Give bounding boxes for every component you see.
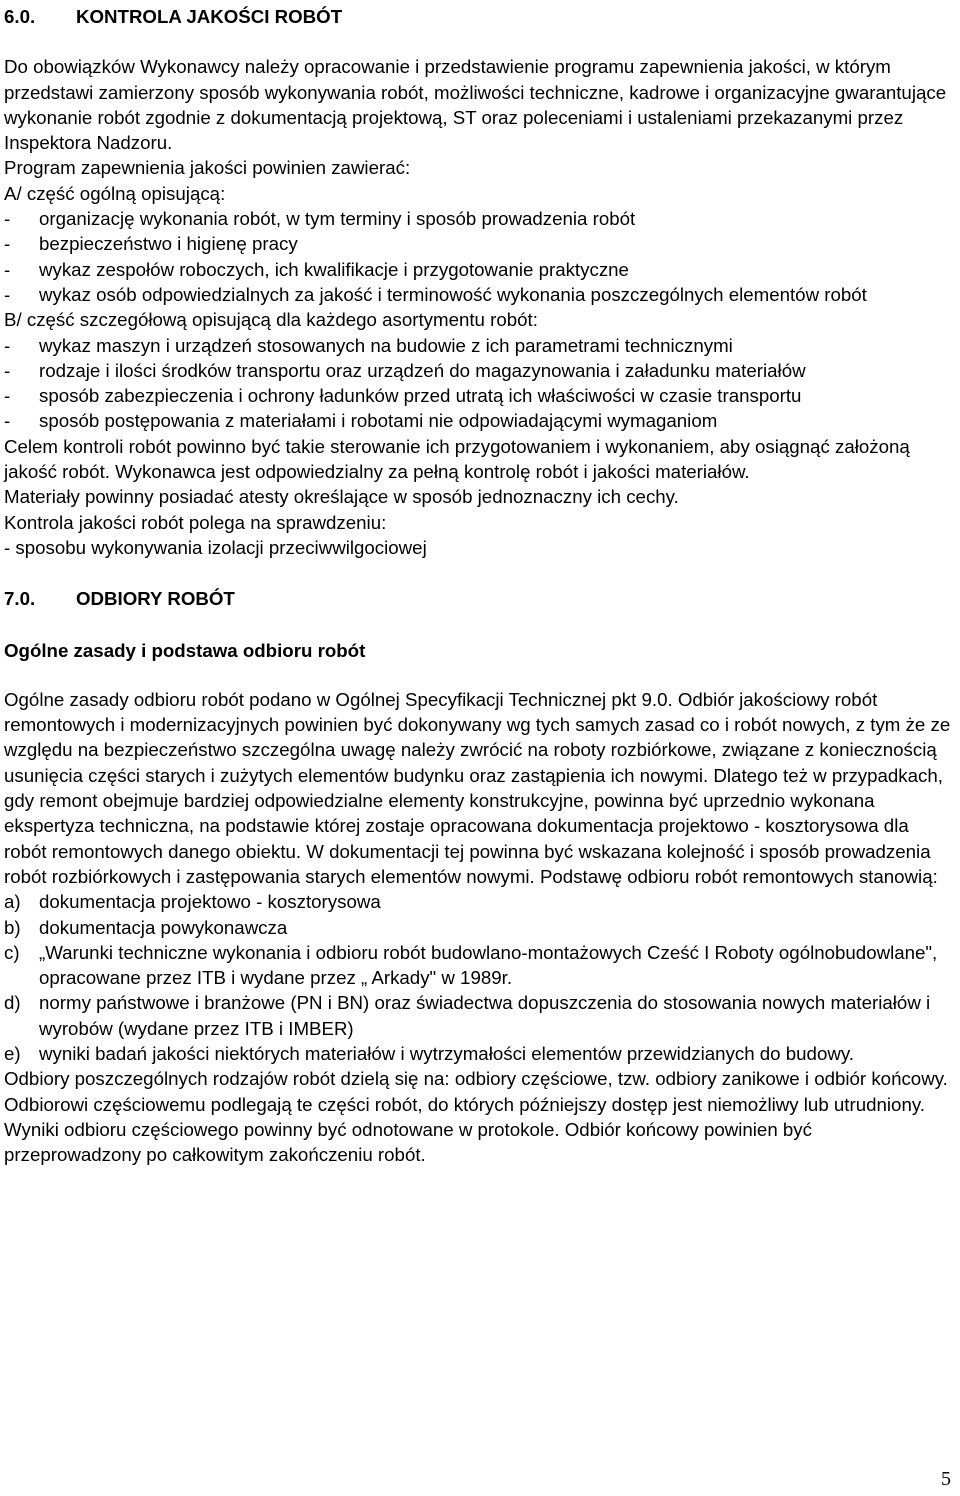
control-goal: Celem kontroli robót powinno być takie sterowanie ich przygotowaniem i wykonaniem, aby osiągnąć założoną jakość robót. Wykonawca jest odpowiedzialny za pełną kontrolę robót i jakości materiałów. — [4, 435, 910, 483]
page-number: 5 — [941, 1468, 951, 1490]
section-6-title: KONTROLA JAKOŚCI ROBÓT — [76, 6, 343, 27]
program-intro: Program zapewnienia jakości powinien zawierać: — [4, 157, 411, 179]
section-7-number: 7.0. — [4, 588, 36, 610]
part-b-list — [4, 333, 954, 434]
list-item: d) normy państwowe i branżowe (PN i BN) oraz świadectwa dopuszczenia do stosowania nowych materiałów i wyrobów (wydane przez ITB i IMBER) — [4, 992, 931, 1039]
section-6-number: 6.0. — [4, 6, 36, 27]
list-item: - bezpieczeństwo i higienę pracy — [4, 233, 298, 255]
list-item: - sposób postępowania z materiałami i robotami nie odpowiadającymi wymaganiom — [4, 410, 718, 432]
list-item: - sposób zabezpieczenia i ochrony ładunków przed utratą ich właściwości w czasie transportu — [4, 385, 802, 407]
control-item: - sposobu wykonywania izolacji przeciwwilgociowej — [4, 536, 427, 558]
section-7-subtitle: Ogólne zasady i podstawa odbioru robót — [4, 639, 366, 661]
list-item: c) „Warunki techniczne wykonania i odbioru robót budowlano-montażowych Cześć I Roboty ogólnobudowlane", opracowane przez ITB i wydane przez „ Arkady" w 1989r. — [4, 941, 938, 989]
list-item: a) dokumentacja projektowo - kosztorysowa — [4, 891, 381, 913]
document-page — [4, 4, 954, 1167]
part-a-title: A/ część ogólną opisującą: — [4, 182, 226, 204]
basis-list — [4, 889, 954, 1066]
part-b-title: B/ część szczegółową opisującą dla każdego asortymentu robót: — [4, 309, 538, 331]
section-6-intro: Do obowiązków Wykonawcy należy opracowanie i przedstawienie programu zapewnienia jakości, w którym przedstawi zamierzony sposób wykonywania robót, możliwości techniczne, kadrowe i organizacyjne gwarantujące wykonanie robót zgodnie z dokumentacją projektową, ST oraz poleceniami i ustaleniami przekazanymi przez Inspektora Nadzoru. — [4, 56, 947, 154]
part-a-list — [4, 206, 954, 307]
materials-note: Materiały powinny posiadać atesty określające w sposób jednoznaczny ich cechy. — [4, 486, 679, 508]
control-intro: Kontrola jakości robót polega na sprawdzeniu: — [4, 511, 387, 533]
list-item: b) dokumentacja powykonawcza — [4, 916, 288, 938]
list-item: - organizację wykonania robót, w tym terminy i sposób prowadzenia robót — [4, 208, 636, 230]
list-item: e) wyniki badań jakości niektórych materiałów i wytrzymałości elementów przewidzianych do budowy. — [4, 1042, 854, 1064]
section-6-heading — [4, 4, 954, 29]
section-7-heading — [4, 586, 954, 611]
section-7-title: ODBIORY ROBÓT — [76, 588, 235, 610]
list-item: - wykaz osób odpowiedzialnych za jakość i terminowość wykonania poszczególnych elementów robót — [4, 283, 867, 305]
list-item: - wykaz zespołów roboczych, ich kwalifikacje i przygotowanie praktyczne — [4, 258, 629, 280]
section-7-closing: Odbiory poszczególnych rodzajów robót dzielą się na: odbiory częściowe, tzw. odbiory zanikowe i odbiór końcowy. Odbiorowi częściowemu podlegają te części robót, do których późniejszy dostęp jest niemożliwy lub utrudniony. Wyniki odbioru częściowego powinny być odnotowane w protokole. Odbiór końcowy powinien być przeprowadzony po całkowitym zakończeniu robót. — [4, 1068, 948, 1166]
section-7-body: Ogólne zasady odbioru robót podano w Ogólnej Specyfikacji Technicznej pkt 9.0. Odbiór jakościowy robót remontowych i modernizacyjnych powinien być dokonywany wg tych samych zasad co i robót nowych, z tym że ze względu na bezpieczeństwo szczególna uwagę należy zwrócić na roboty rozbiórkowe, związane z koniecznością usunięcia części starych i zużytych elementów budynku oraz zastąpienia ich nowymi. Dlatego też w przypadkach, gdy remont obejmuje bardziej odpowiedzialne elementy konstrukcyjne, powinna być uprzednio wykonana ekspertyza techniczna, na podstawie której zostaje opracowana dokumentacja projektowo - kosztorysowa dla robót remontowych danego obiektu. W dokumentacji tej powinna być wskazana kolejność i sposób prowadzenia robót rozbiórkowych i zastępowania starych elementów nowymi. Podstawę odbioru robót remontowych stanowią: — [4, 688, 951, 887]
list-item: - wykaz maszyn i urządzeń stosowanych na budowie z ich parametrami technicznymi — [4, 334, 733, 356]
list-item: - rodzaje i ilości środków transportu oraz urządzeń do magazynowania i załadunku materiałów — [4, 359, 806, 381]
